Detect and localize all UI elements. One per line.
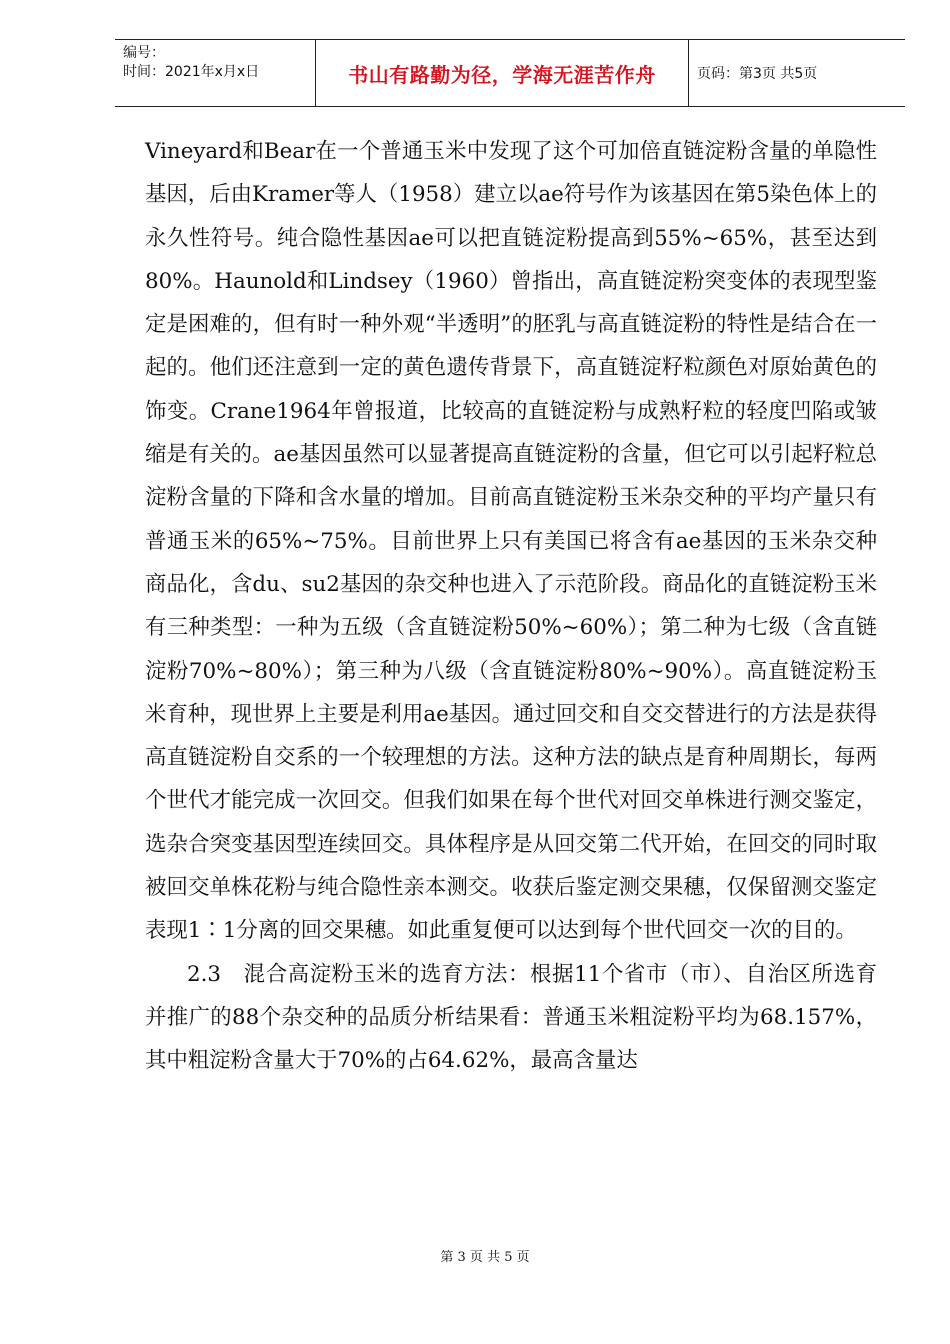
header-motto: 书山有路勤为径，学海无涯苦作舟 xyxy=(315,40,689,106)
header-info xyxy=(115,40,315,106)
paragraph: Vineyard和Bear在一个普通玉米中发现了这个可加倍直链淀粉含量的单隐性基因，后由Kramer等人（1958）建立以ae符号作为该基因在第5染色体上的永久性符号。纯合隐性基因ae可以把直链淀粉提高到55%~65%，甚至达到80%。Haunold和Lindsey（1960）曾指出，高直链淀粉突变体的表现型鉴定是困难的，但有时一种外观“半透明”的胚乳与高直链淀粉的特性是结合在一起的。他们还注意到一定的黄色遗传背景下，高直链淀籽粒颜色对原始黄色的饰变。Crane1964年曾报道，比较高的直链淀粉与成熟籽粒的轻度凹陷或皱缩是有关的。ae基因虽然可以显著提高直链淀粉的含量，但它可以引起籽粒总淀粉含量的下降和含水量的增加。目前高直链淀粉玉米杂交种的平均产量只有普通玉米的65%~75%。目前世界上只有美国已将含有ae基因的玉米杂交种商品化，含du、su2基因的杂交种也进入了示范阶段。商品化的直链淀粉玉米有三种类型：一种为五级（含直链淀粉50%~60%）；第二种为七级（含直链淀粉70%~80%）；第三种为八级（含直链淀粉80%~90%）。高直链淀粉玉米育种，现世界上主要是利用ae基因。通过回交和自交交替进行的方法是获得高直链淀粉自交系的一个较理想的方法。这种方法的缺点是育种周期长，每两个世代才能完成一次回交。但我们如果在每个世代对回交单株进行测交鉴定，选杂合突变基因型连续回交。具体程序是从回交第二代开始，在回交的同时取被回交单株花粉与纯合隐性亲本测交。收获后鉴定测交果穗，仅保留测交鉴定表现1∶1分离的回交果穗。如此重复便可以达到每个世代回交一次的目的。 xyxy=(145,139,877,944)
number-label: 编号： xyxy=(123,45,165,61)
page-header xyxy=(115,39,905,107)
paragraph: 2.3 混合高淀粉玉米的选育方法：根据11个省市（市）、自治区所选育并推广的88个杂交种的品质分析结果看：普通玉米粗淀粉平均为68.157%，其中粗淀粉含量大于70%的占64.62%，最高含量达 xyxy=(145,961,877,1074)
document-body xyxy=(145,130,877,1083)
header-page-label: 页码：第3页 共5页 xyxy=(697,66,818,82)
page-footer: 第 3 页 共 5 页 xyxy=(440,1250,530,1265)
time-label: 时间：2021年x月x日 xyxy=(123,64,260,80)
